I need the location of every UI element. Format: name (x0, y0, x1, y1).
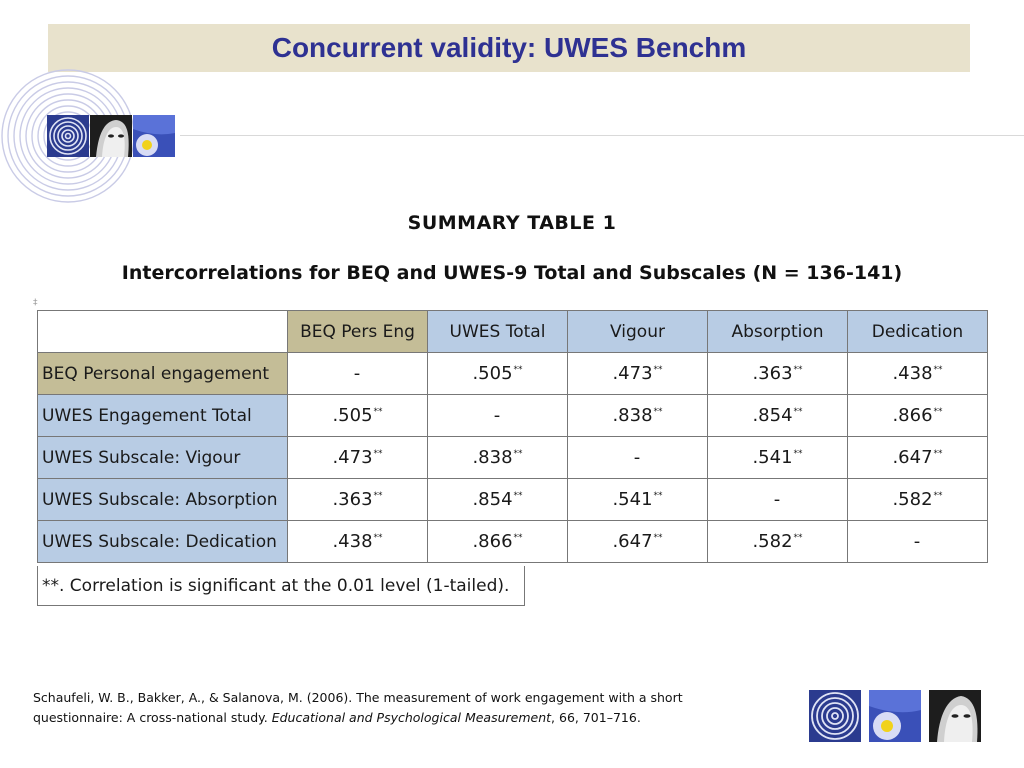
col-header-vigour: Vigour (568, 311, 708, 353)
row-header-uwes-total: UWES Engagement Total (38, 395, 288, 437)
table-cell: .473** (288, 437, 428, 479)
table-cell: - (848, 521, 988, 563)
table-cell: .838** (428, 437, 568, 479)
table-cell: .541** (568, 479, 708, 521)
table-cell: .541** (708, 437, 848, 479)
table-subtitle: Intercorrelations for BEQ and UWES-9 Total and Subscales (N = 136-141) (121, 262, 903, 284)
table-cell: .647** (848, 437, 988, 479)
summary-table-title: SUMMARY TABLE 1 (407, 212, 617, 234)
citation-authors: Schaufeli, W. B., Bakker, A., & Salanova, M. (2006). The measurement of work engagement with a short questionnaire: A cross-national study. (33, 690, 683, 725)
spiral-tile-icon (47, 115, 89, 157)
page-title: Concurrent validity: UWES Benchm (271, 32, 747, 63)
citation-details: , 66, 701–716. (551, 710, 641, 725)
table-header-row (38, 311, 988, 353)
table-cell: .582** (848, 479, 988, 521)
table-row (38, 437, 988, 479)
table-cell: .438** (288, 521, 428, 563)
row-header-dedication: UWES Subscale: Dedication (38, 521, 288, 563)
flower-tile-icon (133, 115, 175, 157)
table-row (38, 353, 988, 395)
spiral-tile-icon (809, 690, 861, 742)
table-cell: .363** (708, 353, 848, 395)
table-cell: .505** (428, 353, 568, 395)
table-cell: .854** (428, 479, 568, 521)
table-cell: - (708, 479, 848, 521)
table-corner-cell (38, 311, 288, 353)
row-header-vigour: UWES Subscale: Vigour (38, 437, 288, 479)
col-header-absorption: Absorption (708, 311, 848, 353)
table-cell: .866** (428, 521, 568, 563)
table-cell: - (288, 353, 428, 395)
table-cell: - (428, 395, 568, 437)
table-row (38, 521, 988, 563)
table-cell: .647** (568, 521, 708, 563)
table-cell: .363** (288, 479, 428, 521)
table-footnote: **. Correlation is significant at the 0.01 level (1-tailed). (37, 566, 525, 606)
row-header-absorption: UWES Subscale: Absorption (38, 479, 288, 521)
citation (33, 688, 753, 728)
correlation-table (37, 310, 988, 563)
header-divider (180, 135, 1024, 136)
row-header-beq: BEQ Personal engagement (38, 353, 288, 395)
table-cell: .854** (708, 395, 848, 437)
table-anchor-mark: ‡ (33, 298, 38, 308)
table-cell: .838** (568, 395, 708, 437)
table-cell: .866** (848, 395, 988, 437)
table-cell: .582** (708, 521, 848, 563)
col-header-uwes-total: UWES Total (428, 311, 568, 353)
table-cell: .438** (848, 353, 988, 395)
table-cell: .505** (288, 395, 428, 437)
table-row (38, 395, 988, 437)
col-header-dedication: Dedication (848, 311, 988, 353)
title-bar (48, 24, 970, 72)
table-cell: - (568, 437, 708, 479)
face-tile-icon (90, 115, 132, 157)
col-header-beq: BEQ Pers Eng (288, 311, 428, 353)
table-row (38, 479, 988, 521)
flower-tile-icon (869, 690, 921, 742)
table-cell: .473** (568, 353, 708, 395)
face-tile-icon (929, 690, 981, 742)
citation-journal: Educational and Psychological Measurement (271, 710, 552, 725)
